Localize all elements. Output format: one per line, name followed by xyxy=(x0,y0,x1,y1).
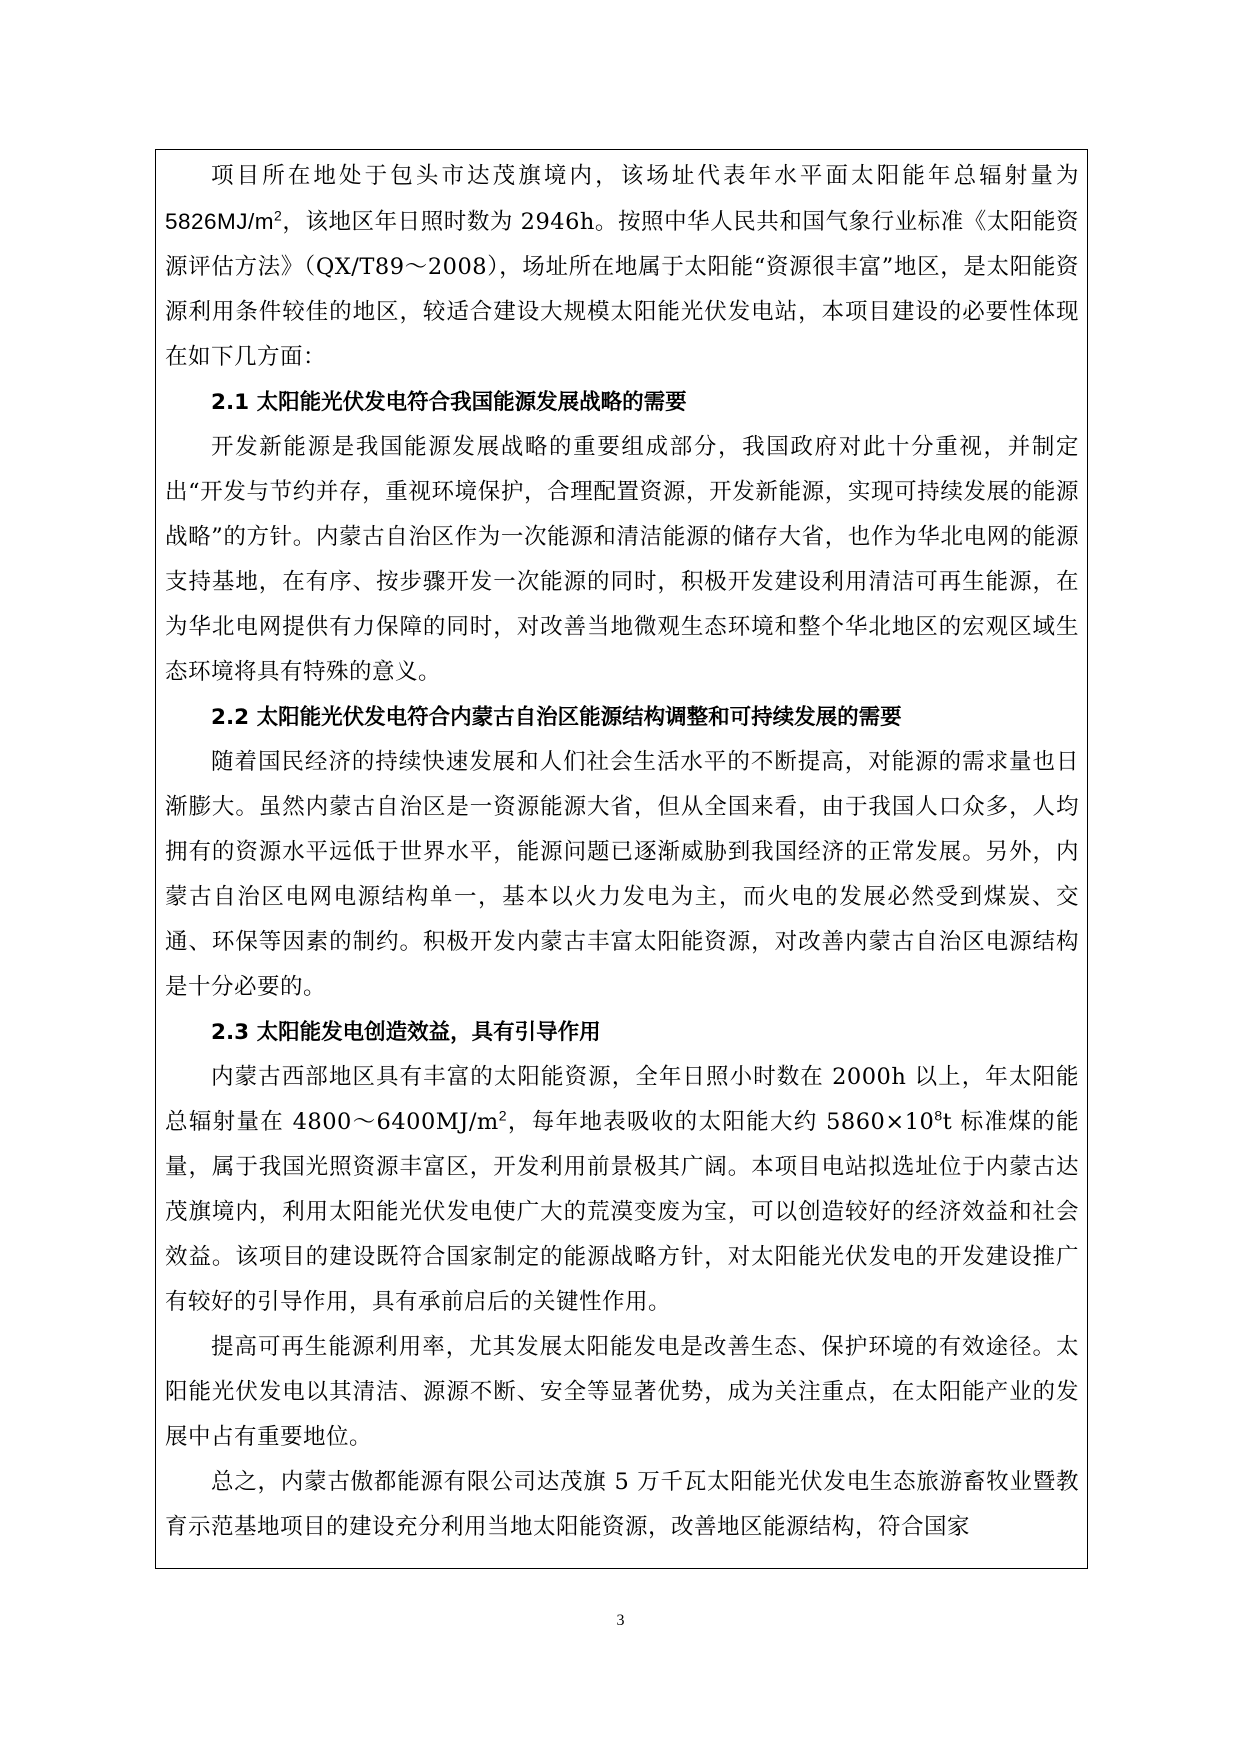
section-2-3-exponent1: 2 xyxy=(498,1107,508,1124)
radiation-value: 5826MJ/m xyxy=(165,209,275,234)
page-number: 3 xyxy=(616,1612,625,1629)
intro-paragraph xyxy=(165,154,1079,380)
section-body-2-1: 开发新能源是我国能源发展战略的重要组成部分，我国政府对此十分重视，并制定出“开发与节约并存，重视环境保护，合理配置资源，开发新能源，实现可持续发展的能源战略”的方针。内蒙古自治区作为一次能源和清洁能源的储存大省，也作为华北电网的能源支持基地，在有序、按步骤开发一次能源的同时，积极开发建设利用清洁可再生能源，在为华北电网提供有力保障的同时，对改善当地微观生态环境和整个华北地区的宏观区域生态环境将具有特殊的意义。 xyxy=(165,434,1079,685)
section-2-3-part3: t 标准煤的能量，属于我国光照资源丰富区，开发利用前景极其广阔。本项目电站拟选址位于内蒙古达茂旗境内，利用太阳能光伏发电使广大的荒漠变废为宝，可以创造较好的经济效益和社会效益。该项目的建设既符合国家制定的能源战略方针，对太阳能光伏发电的开发建设推广有较好的引导作用，具有承前启后的关键性作用。 xyxy=(165,1109,1079,1315)
section-body-2-2: 随着国民经济的持续快速发展和人们社会生活水平的不断提高，对能源的需求量也日渐膨大。虽然内蒙古自治区是一资源能源大省，但从全国来看，由于我国人口众多，人均拥有的资源水平远低于世界水平，能源问题已逐渐威胁到我国经济的正常发展。另外，内蒙古自治区电网电源结构单一，基本以火力发电为主，而火电的发展必然受到煤炭、交通、环保等因素的制约。积极开发内蒙古丰富太阳能资源，对改善内蒙古自治区电源结构是十分必要的。 xyxy=(165,749,1079,1000)
section-body-2-3 xyxy=(165,1055,1079,1325)
section-2-3-exponent2: 8 xyxy=(934,1107,943,1124)
section-heading-2-3: 2.3 太阳能发电创造效益，具有引导作用 xyxy=(211,1020,601,1045)
section-2-3-part2: ，每年地表吸收的太阳能大约 5860×10 xyxy=(507,1109,935,1135)
summary-paragraph: 总之，内蒙古傲都能源有限公司达茂旗 5 万千瓦太阳能光伏发电生态旅游畜牧业暨教育示范基地项目的建设充分利用当地太阳能资源，改善地区能源结构，符合国家 xyxy=(165,1469,1079,1540)
bordered-text-box xyxy=(155,149,1088,1569)
section-heading-2-1: 2.1 太阳能光伏发电符合我国能源发展战略的需要 xyxy=(211,390,687,415)
intro-line1: 项目所在地处于包头市达茂旗境内，该场址代表年水平面太阳能年总辐射量为 xyxy=(211,163,1079,189)
section-heading-2-2: 2.2 太阳能光伏发电符合内蒙古自治区能源结构调整和可持续发展的需要 xyxy=(211,705,902,730)
intro-rest: ，该地区年日照时数为 2946h。按照中华人民共和国气象行业标准《太阳能资源评估方法》（QX/T89～2008），场址所在地属于太阳能“资源很丰富”地区，是太阳能资源利用条件较佳的地区，较适合建设大规模太阳能光伏发电站，本项目建设的必要性体现在如下几方面： xyxy=(165,209,1079,370)
renewable-paragraph: 提高可再生能源利用率，尤其发展太阳能发电是改善生态、保护环境的有效途径。太阳能光伏发电以其清洁、源源不断、安全等显著优势，成为关注重点，在太阳能产业的发展中占有重要地位。 xyxy=(165,1334,1079,1450)
section-2-3-part1: 内蒙古西部地区具有丰富的太阳能资源，全年日照小时数在 2000h 以上，年太阳能总辐射量在 4800～6400MJ/m xyxy=(165,1064,1079,1135)
radiation-exponent: 2 xyxy=(274,207,283,224)
